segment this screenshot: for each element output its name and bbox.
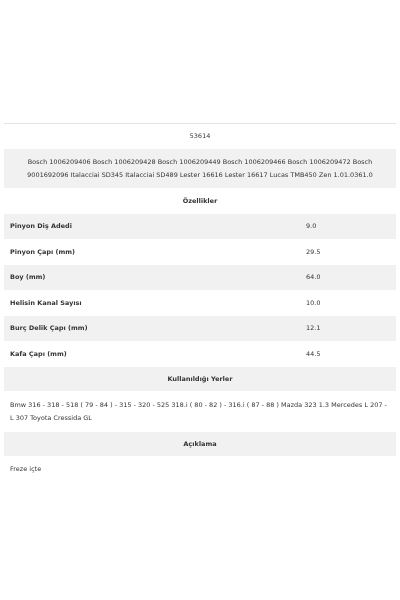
usage-text-row bbox=[4, 392, 396, 432]
oem-numbers-row bbox=[4, 149, 396, 189]
spec-label: Helisin Kanal Sayısı bbox=[10, 298, 82, 307]
spec-label: Pinyon Diş Adedi bbox=[10, 222, 72, 231]
spec-value: 9.0 bbox=[306, 222, 317, 231]
usage-text: Bmw 316 - 318 - 518 ( 79 - 84 ) - 315 - 320 - 525 318.i ( 80 - 82 ) - 316.i ( 87 - 88 ) Mazda 323 1.3 Mercedes L 207 - L 307 Toyota Cressida GL bbox=[10, 400, 387, 422]
spec-value: 64.0 bbox=[306, 273, 321, 282]
oem-numbers: Bosch 1006209406 Bosch 1006209428 Bosch 1006209449 Bosch 1006209466 Bosch 1006209472 Bosch 9001692096 Italacciai SD345 Italacciai SD489 Lester 16616 Lester 16617 Lucas TMB450 Zen 1.01.0361.0 bbox=[27, 157, 373, 179]
usage-heading: Kullanıldığı Yerler bbox=[167, 375, 233, 383]
description-heading-row bbox=[4, 432, 396, 457]
spec-value: 44.5 bbox=[306, 349, 321, 358]
spec-label: Boy (mm) bbox=[10, 273, 46, 282]
spec-value: 29.5 bbox=[306, 247, 321, 256]
spec-row bbox=[4, 265, 396, 291]
features-heading-row bbox=[4, 189, 396, 214]
spec-label: Kafa Çapı (mm) bbox=[10, 349, 67, 358]
spec-label: Burç Delik Çapı (mm) bbox=[10, 324, 88, 333]
spec-row bbox=[4, 214, 396, 240]
description-text: Freze içte bbox=[10, 465, 42, 473]
spec-row bbox=[4, 240, 396, 266]
spec-value: 10.0 bbox=[306, 298, 321, 307]
description-heading: Açıklama bbox=[183, 440, 217, 448]
usage-heading-row bbox=[4, 367, 396, 392]
part-number-row bbox=[4, 124, 396, 149]
spec-row bbox=[4, 342, 396, 368]
part-number: 53614 bbox=[189, 132, 211, 140]
product-detail-table bbox=[4, 123, 396, 482]
spec-row bbox=[4, 316, 396, 342]
description-text-row bbox=[4, 457, 396, 482]
spec-label: Pinyon Çapı (mm) bbox=[10, 247, 75, 256]
spec-value: 12.1 bbox=[306, 324, 321, 333]
features-heading: Özellikler bbox=[182, 197, 218, 205]
spec-row bbox=[4, 291, 396, 317]
